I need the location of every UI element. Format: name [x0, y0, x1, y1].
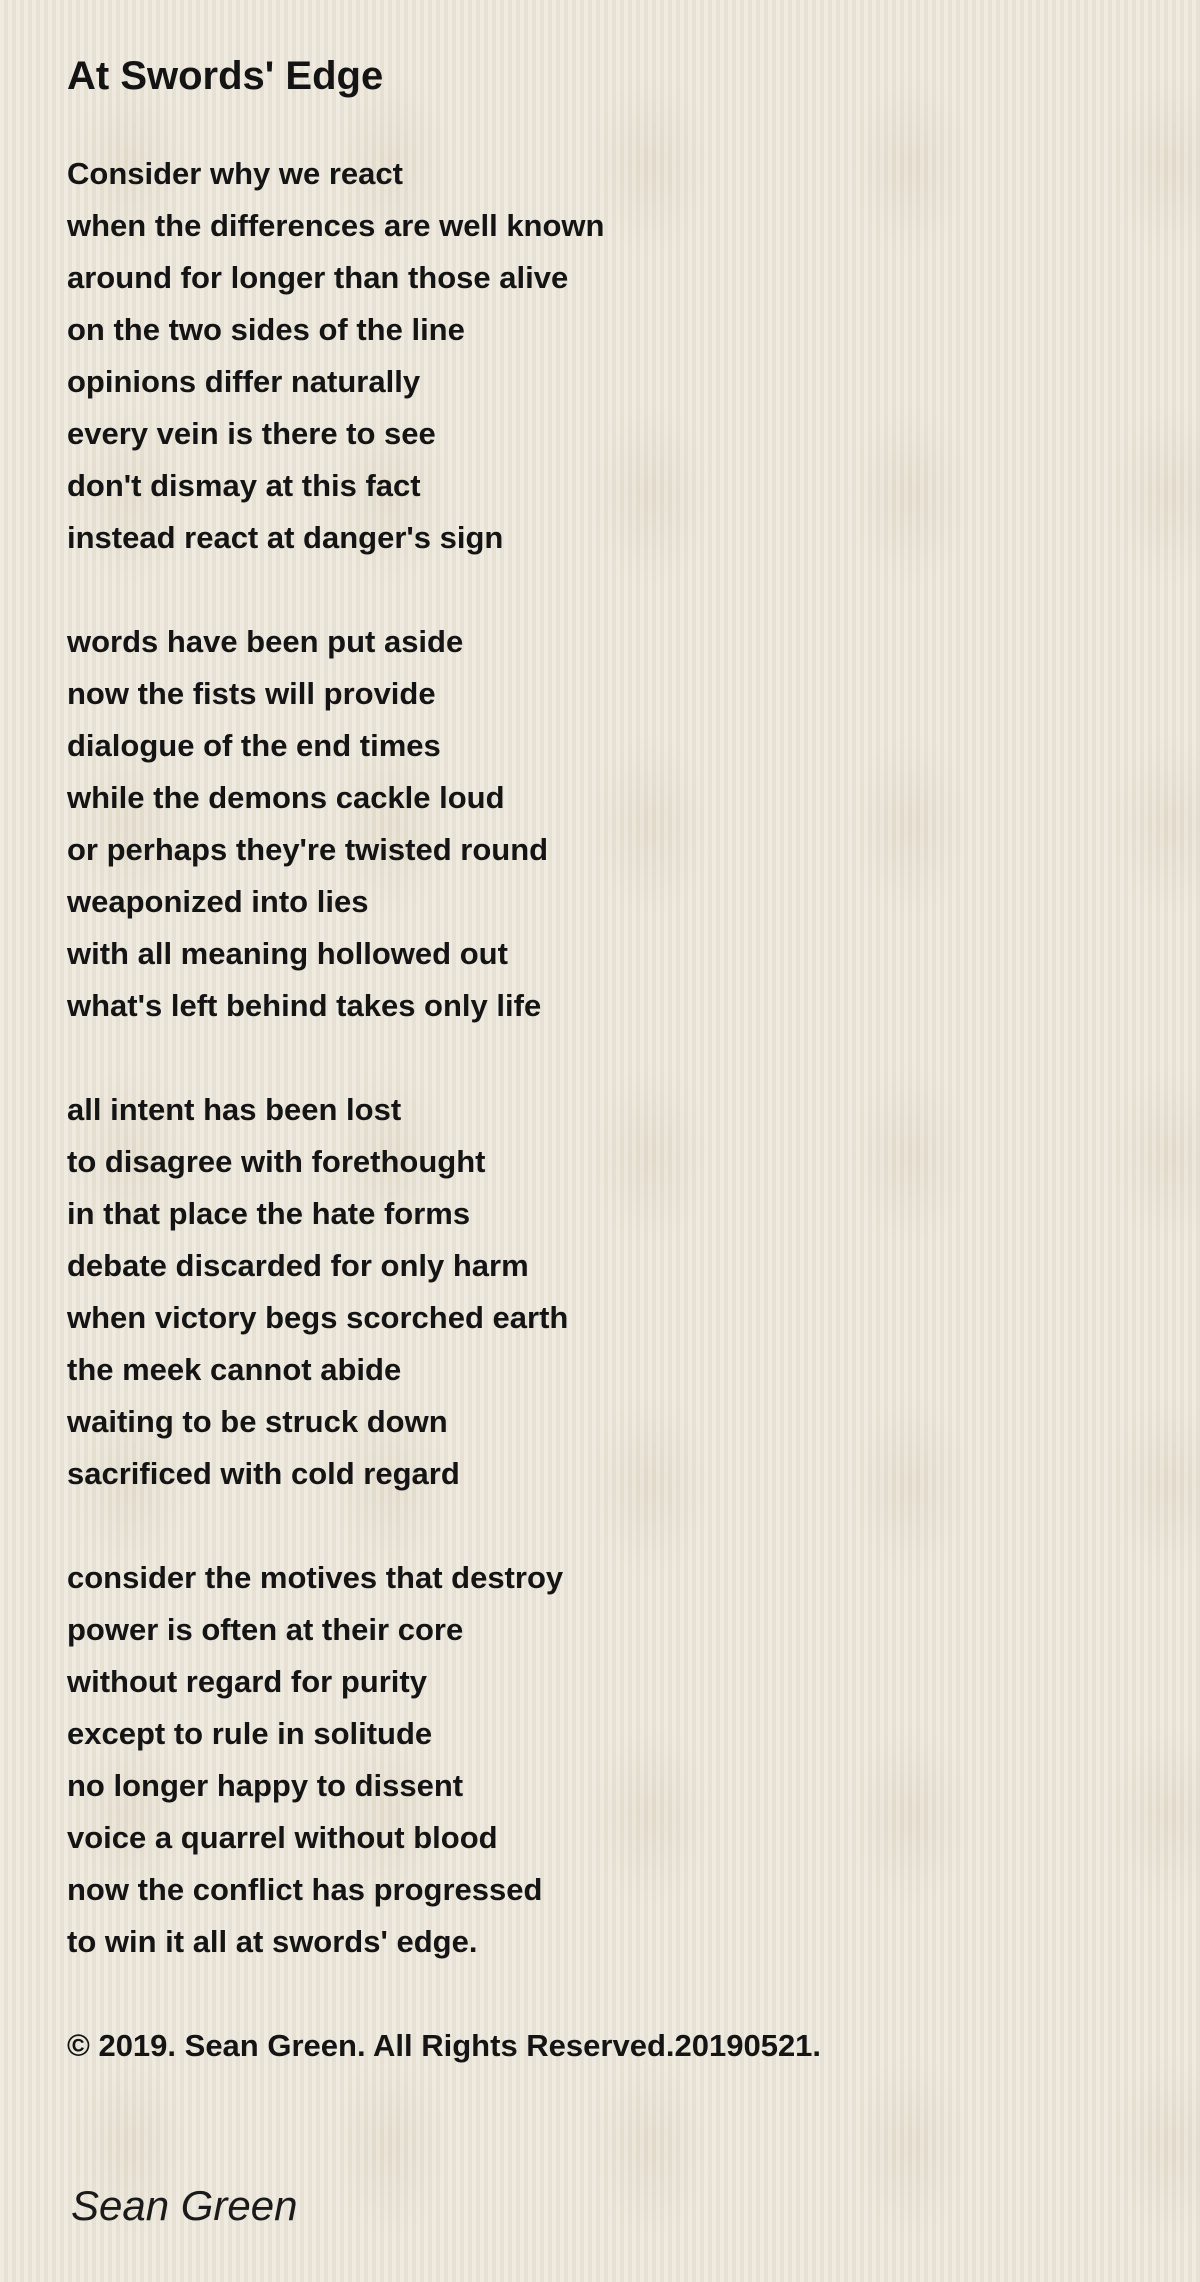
poem-line: debate discarded for only harm — [67, 1248, 529, 1283]
stanza-1 — [67, 148, 604, 564]
poem-line: when victory begs scorched earth — [67, 1300, 569, 1335]
poem-line: to win it all at swords' edge. — [67, 1924, 478, 1959]
poem-line: consider the motives that destroy — [67, 1560, 564, 1595]
poem-line: all intent has been lost — [67, 1092, 402, 1127]
poem-line: around for longer than those alive — [67, 260, 569, 295]
poem-line: Consider why we react — [67, 156, 403, 191]
poem-title: At Swords' Edge — [67, 54, 384, 98]
poem-line: while the demons cackle loud — [67, 780, 505, 815]
poem-line: or perhaps they're twisted round — [67, 832, 549, 867]
poem-line: when the differences are well known — [67, 208, 605, 243]
poem-line: words have been put aside — [67, 624, 464, 659]
stanza-2 — [67, 616, 604, 1032]
poem-line: waiting to be struck down — [67, 1404, 448, 1439]
poem-line: opinions differ naturally — [67, 364, 421, 399]
copyright-notice: © 2019. Sean Green. All Rights Reserved.20190521. — [67, 2028, 822, 2063]
poem-line: now the fists will provide — [67, 676, 436, 711]
poem-line: voice a quarrel without blood — [67, 1820, 498, 1855]
poem-line: what's left behind takes only life — [67, 988, 542, 1023]
poem-line: on the two sides of the line — [67, 312, 465, 347]
poem-line: sacrificed with cold regard — [67, 1456, 460, 1491]
poem-line: no longer happy to dissent — [67, 1768, 464, 1803]
poem-line: power is often at their core — [67, 1612, 464, 1647]
poem-line: dialogue of the end times — [67, 728, 441, 763]
poem-line: weaponized into lies — [67, 884, 369, 919]
poem-line: now the conflict has progressed — [67, 1872, 543, 1907]
poem-line: don't dismay at this fact — [67, 468, 421, 503]
poem-line: in that place the hate forms — [67, 1196, 471, 1231]
stanza-4 — [67, 1552, 604, 1968]
poem-line: except to rule in solitude — [67, 1716, 433, 1751]
poem-line: the meek cannot abide — [67, 1352, 402, 1387]
poem-line: without regard for purity — [67, 1664, 427, 1699]
stanza-3 — [67, 1084, 604, 1500]
poem-line: every vein is there to see — [67, 416, 436, 451]
poem-line: to disagree with forethought — [67, 1144, 486, 1179]
poem-line: instead react at danger's sign — [67, 520, 504, 555]
poem-body — [67, 148, 604, 2020]
author-signature: Sean Green — [71, 2182, 298, 2229]
poem-line: with all meaning hollowed out — [67, 936, 508, 971]
